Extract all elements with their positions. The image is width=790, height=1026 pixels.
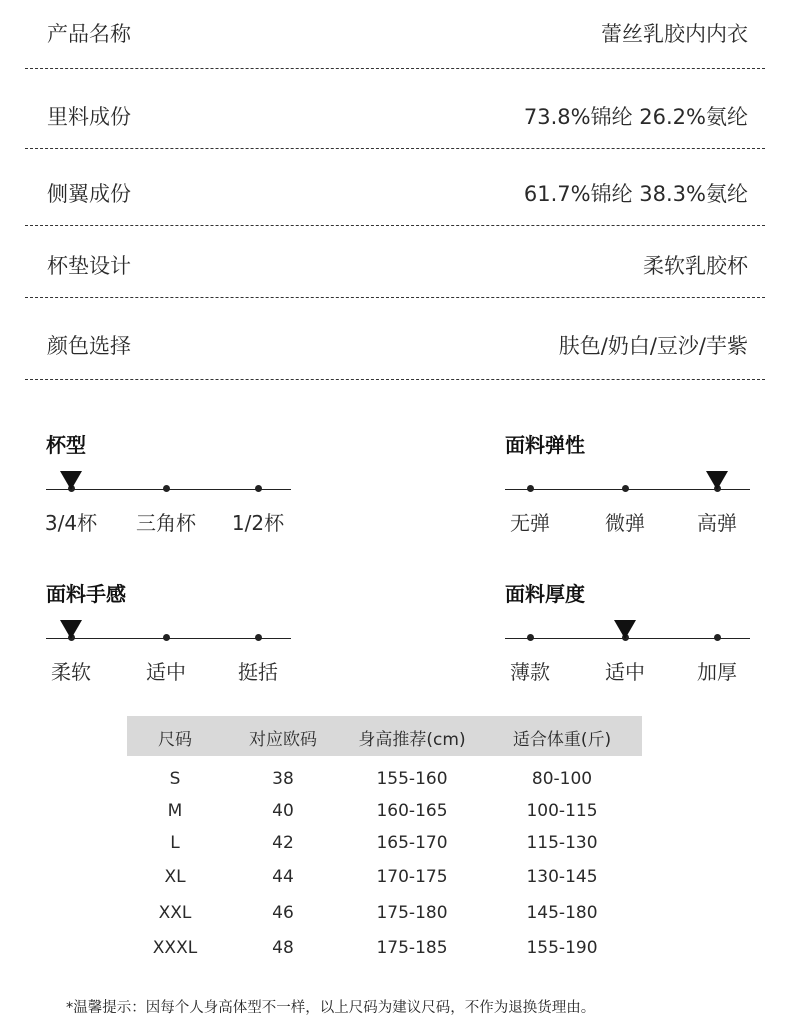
info-value: 柔软乳胶杯 bbox=[643, 254, 748, 278]
size-table-cell: 145-180 bbox=[526, 903, 598, 923]
info-value: 蕾丝乳胶内内衣 bbox=[601, 22, 748, 46]
size-table-cell: 165-170 bbox=[376, 833, 448, 853]
divider bbox=[25, 148, 765, 149]
scale-tick-dot bbox=[255, 485, 262, 492]
scale-tick-dot bbox=[527, 634, 534, 641]
info-label: 颜色选择 bbox=[47, 334, 131, 358]
size-table-cell: 80-100 bbox=[531, 769, 593, 789]
info-row-product-name bbox=[47, 18, 748, 48]
info-label: 侧翼成份 bbox=[47, 182, 131, 206]
size-table-header-cell: 身高推荐(cm) bbox=[358, 730, 466, 750]
scale-option-label: 微弹 bbox=[605, 511, 645, 535]
scale-option-label: 柔软 bbox=[51, 660, 91, 684]
scale-title: 面料厚度 bbox=[505, 582, 585, 606]
info-row-cup-pad bbox=[47, 250, 748, 280]
size-table-cell: 46 bbox=[272, 903, 294, 923]
size-table-cell: L bbox=[170, 833, 180, 853]
divider bbox=[25, 379, 765, 380]
size-table-cell: 155-160 bbox=[376, 769, 448, 789]
size-table-cell: XXXL bbox=[152, 938, 198, 958]
size-table-cell: 100-115 bbox=[526, 801, 598, 821]
scale-title: 面料弹性 bbox=[505, 433, 585, 457]
size-table-cell: 170-175 bbox=[376, 867, 448, 887]
selected-marker-icon bbox=[60, 620, 82, 639]
scale-option-label: 挺括 bbox=[238, 660, 278, 684]
scale-title: 面料手感 bbox=[46, 582, 126, 606]
scale-option-label: 适中 bbox=[605, 660, 645, 684]
info-row-lining bbox=[47, 101, 748, 131]
scale-title: 杯型 bbox=[46, 433, 86, 457]
info-label: 产品名称 bbox=[47, 22, 131, 46]
selected-marker-icon bbox=[60, 471, 82, 490]
footnote: *温馨提示：因每个人身高体型不一样，以上尺码为建议尺码，不作为退换货理由。 bbox=[66, 1000, 596, 1016]
scale-tick-dot bbox=[255, 634, 262, 641]
scale-tick-dot bbox=[622, 485, 629, 492]
info-label: 里料成份 bbox=[47, 105, 131, 129]
scale-tick-dot bbox=[163, 634, 170, 641]
scale-tick-dot bbox=[163, 485, 170, 492]
scale-option-label: 适中 bbox=[146, 660, 186, 684]
size-table-header-cell: 适合体重(斤) bbox=[512, 730, 612, 750]
size-table-cell: XXL bbox=[158, 903, 192, 923]
size-table-cell: 160-165 bbox=[376, 801, 448, 821]
size-table-cell: 42 bbox=[272, 833, 294, 853]
size-table-cell: 175-180 bbox=[376, 903, 448, 923]
size-table-cell: XL bbox=[164, 867, 186, 887]
selected-marker-icon bbox=[614, 620, 636, 639]
divider bbox=[25, 225, 765, 226]
scale-tick-dot bbox=[714, 634, 721, 641]
scale-option-label: 3/4杯 bbox=[44, 511, 98, 535]
size-table-cell: M bbox=[167, 801, 183, 821]
scale-option-label: 高弹 bbox=[697, 511, 737, 535]
scale-option-label: 三角杯 bbox=[136, 511, 196, 535]
size-table-cell: 175-185 bbox=[376, 938, 448, 958]
size-table-cell: 115-130 bbox=[526, 833, 598, 853]
scale-option-label: 1/2杯 bbox=[231, 511, 285, 535]
scale-option-label: 无弹 bbox=[510, 511, 550, 535]
info-label: 杯垫设计 bbox=[47, 254, 131, 278]
size-table-header-cell: 尺码 bbox=[158, 730, 192, 750]
info-value: 肤色/奶白/豆沙/芋紫 bbox=[558, 334, 748, 358]
info-value: 73.8%锦纶 26.2%氨纶 bbox=[523, 105, 748, 129]
size-table-cell: 44 bbox=[272, 867, 294, 887]
selected-marker-icon bbox=[706, 471, 728, 490]
scale-option-label: 加厚 bbox=[697, 660, 737, 684]
size-table-cell: 155-190 bbox=[526, 938, 598, 958]
size-table-cell: 48 bbox=[272, 938, 294, 958]
info-row-colors bbox=[47, 330, 748, 360]
scale-tick-dot bbox=[527, 485, 534, 492]
size-table-cell: 130-145 bbox=[526, 867, 598, 887]
info-value: 61.7%锦纶 38.3%氨纶 bbox=[523, 182, 748, 206]
scale-option-label: 薄款 bbox=[510, 660, 550, 684]
divider bbox=[25, 68, 765, 69]
divider bbox=[25, 297, 765, 298]
size-table-cell: 38 bbox=[272, 769, 294, 789]
size-table-cell: S bbox=[169, 769, 181, 789]
size-table-cell: 40 bbox=[272, 801, 294, 821]
info-row-side-wing bbox=[47, 178, 748, 208]
size-table-header-cell: 对应欧码 bbox=[249, 730, 317, 750]
